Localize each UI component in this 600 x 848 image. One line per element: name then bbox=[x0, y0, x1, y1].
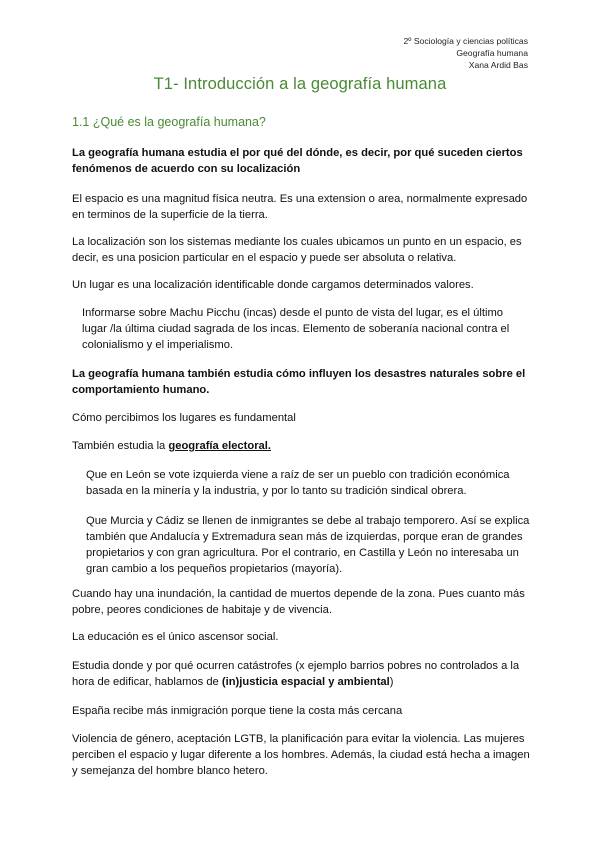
catastrofes-prefix: Estudia donde y por qué ocurren catástrofes (x ejemplo barrios pobres no controlados a la hora de edificar, hablamos de bbox=[72, 660, 520, 688]
paragraph-localizacion: La localización son los sistemas mediante los cuales ubicamos un punto en un espacio, es decir, es una posicion particular en el espacio y puede ser absoluta o relativa. bbox=[72, 236, 522, 264]
paragraph-educacion: La educación es el único ascensor social. bbox=[72, 631, 279, 643]
paragraph-machu-picchu: Informarse sobre Machu Picchu (incas) desde el punto de vista del lugar, es el último lugar /la última ciudad sagrada de los incas. Elemento de soberanía nacional contra el colonialismo y el imperialismo. bbox=[82, 307, 510, 351]
paragraph-leon: Que en León se vote izquierda viene a raíz de ser un pueblo con tradición económica basada en la minería y la industria, y por lo tanto su tradición sindical obrera. bbox=[86, 469, 510, 497]
document-header bbox=[404, 35, 528, 71]
paragraph-desastres: La geografía humana también estudia cómo influyen los desastres naturales sobre el comportamiento humano. bbox=[72, 368, 526, 396]
paragraph-lugar: Un lugar es una localización identificable donde cargamos determinados valores. bbox=[72, 279, 474, 291]
document-title: T1- Introducción a la geografía humana bbox=[153, 75, 447, 93]
paragraph-definition: La geografía humana estudia el por qué del dónde, es decir, por qué suceden ciertos fenómenos de acuerdo con su localización bbox=[72, 147, 523, 175]
paragraph-violencia-genero: Violencia de género, aceptación LGTB, la planificación para evitar la violencia. Las mujeres perciben el espacio y lugar diferente a los hombres. Además, la ciudad está hecha a imagen y semejanza del hombre blanco hetero. bbox=[72, 733, 530, 777]
paragraph-geografia-electoral bbox=[72, 438, 530, 454]
paragraph-percepcion: Cómo percibimos los lugares es fundamental bbox=[72, 412, 296, 424]
paragraph-espacio: El espacio es una magnitud física neutra. Es una extension o area, normalmente expresado en terminos de la superficie de la tierra. bbox=[72, 193, 528, 221]
electoral-term: geografía electoral. bbox=[168, 440, 271, 452]
paragraph-murcia-cadiz: Que Murcia y Cádiz se llenen de inmigrantes se debe al trabajo temporero. Así se explica también que Andalucía y Extremadura sean más de izquierdas, porque eran de grandes propietarios y con gran agricultura. Por el contrario, en Castilla y León no interesaba un gran cambio a los pequeños propietarios (mayoría). bbox=[86, 515, 530, 575]
section-heading: 1.1 ¿Qué es la geografía humana? bbox=[72, 115, 266, 129]
catastrofes-suffix: ) bbox=[389, 676, 394, 688]
paragraph-catastrofes bbox=[72, 658, 530, 690]
paragraph-inundacion: Cuando hay una inundación, la cantidad de muertos depende de la zona. Pues cuanto más pobre, peores condiciones de habitaje y de vivencia. bbox=[72, 588, 525, 616]
paragraph-inmigracion: España recibe más inmigración porque tiene la costa más cercana bbox=[72, 705, 403, 717]
header-author: Xana Ardid Bas bbox=[468, 60, 528, 70]
header-subject: Geografía humana bbox=[456, 48, 528, 58]
header-course: 2º Sociología y ciencias políticas bbox=[403, 36, 528, 46]
catastrofes-bold: (in)justicia espacial y ambiental bbox=[221, 676, 390, 688]
electoral-prefix: También estudia la bbox=[72, 440, 169, 452]
